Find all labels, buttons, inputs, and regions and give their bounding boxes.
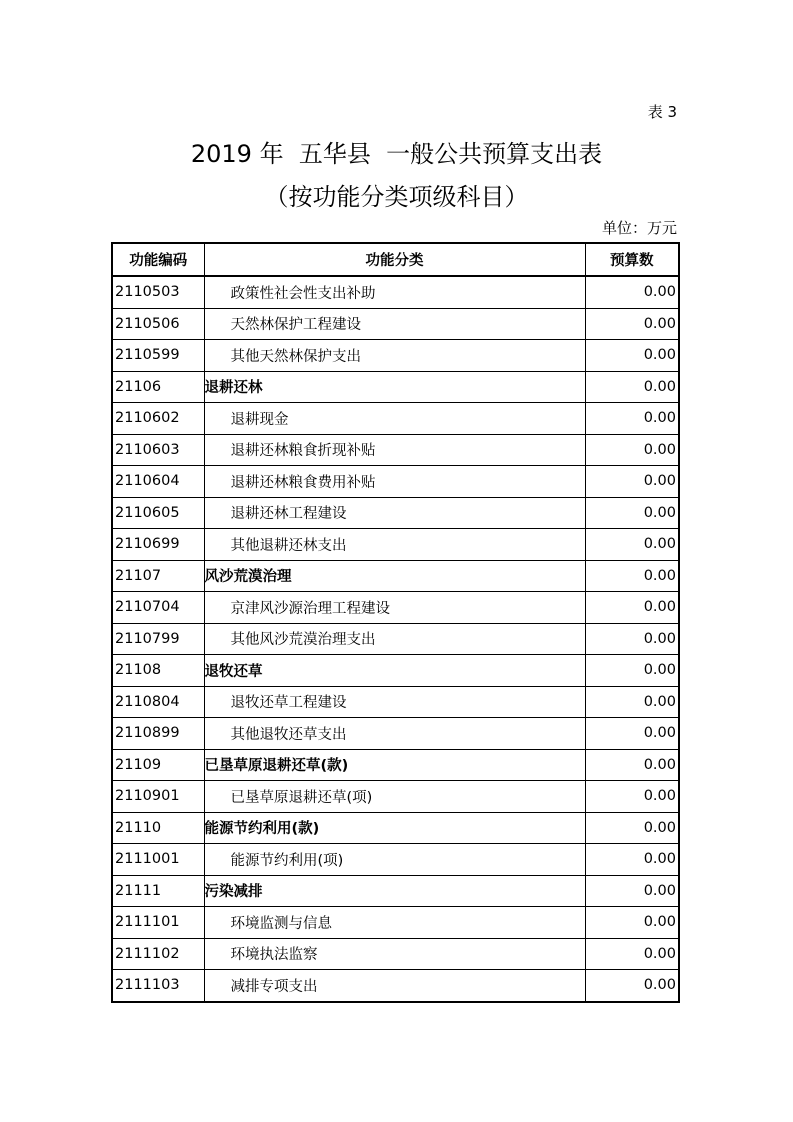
table-row: [112, 371, 679, 403]
function-code-cell: 2110599: [112, 340, 204, 372]
function-category-cell: 天然林保护工程建设: [204, 308, 585, 340]
function-category-cell: 污染减排: [204, 875, 585, 907]
function-category-cell: 政策性社会性支出补助: [204, 276, 585, 308]
function-category-cell: 能源节约利用(项): [204, 844, 585, 876]
table-row: [112, 686, 679, 718]
budget-amount-cell: 0.00: [585, 623, 679, 655]
function-code-cell: 21110: [112, 812, 204, 844]
budget-amount-cell: 0.00: [585, 276, 679, 308]
budget-amount-cell: 0.00: [585, 529, 679, 561]
table-row: [112, 403, 679, 435]
table-header: [112, 243, 679, 276]
table-row: [112, 308, 679, 340]
table-number: 表 3: [647, 103, 677, 121]
budget-amount-cell: 0.00: [585, 844, 679, 876]
function-category-cell: 退耕现金: [204, 403, 585, 435]
function-code-cell: 2110605: [112, 497, 204, 529]
table-row: [112, 781, 679, 813]
function-code-cell: 2110503: [112, 276, 204, 308]
table-row: [112, 529, 679, 561]
function-category-cell: 退耕还林粮食折现补贴: [204, 434, 585, 466]
table-row: [112, 466, 679, 498]
function-code-cell: 2110604: [112, 466, 204, 498]
budget-amount-cell: 0.00: [585, 466, 679, 498]
function-code-cell: 2111102: [112, 938, 204, 970]
function-category-cell: 已垦草原退耕还草(款): [204, 749, 585, 781]
function-code-cell: 2110603: [112, 434, 204, 466]
function-code-cell: 2110699: [112, 529, 204, 561]
budget-amount-cell: 0.00: [585, 718, 679, 750]
function-code-cell: 21109: [112, 749, 204, 781]
function-code-cell: 2110704: [112, 592, 204, 624]
page-title: 2019 年 五华县 一般公共预算支出表: [190, 140, 603, 168]
function-code-cell: 2110901: [112, 781, 204, 813]
function-category-cell: 京津风沙源治理工程建设: [204, 592, 585, 624]
budget-amount-cell: 0.00: [585, 938, 679, 970]
function-code-cell: 21107: [112, 560, 204, 592]
budget-amount-cell: 0.00: [585, 371, 679, 403]
function-code-cell: 2110506: [112, 308, 204, 340]
budget-amount-cell: 0.00: [585, 749, 679, 781]
function-code-cell: 21111: [112, 875, 204, 907]
header-category: 功能分类: [204, 243, 585, 276]
function-code-cell: 2110799: [112, 623, 204, 655]
table-row: [112, 970, 679, 1002]
function-category-cell: 其他天然林保护支出: [204, 340, 585, 372]
budget-amount-cell: 0.00: [585, 875, 679, 907]
function-category-cell: 退耕还林工程建设: [204, 497, 585, 529]
table-body: [112, 276, 679, 1002]
budget-amount-cell: 0.00: [585, 434, 679, 466]
function-code-cell: 21106: [112, 371, 204, 403]
function-code-cell: 2110899: [112, 718, 204, 750]
header-code: 功能编码: [112, 243, 204, 276]
function-category-cell: 能源节约利用(款): [204, 812, 585, 844]
table-row: [112, 718, 679, 750]
function-code-cell: 2110602: [112, 403, 204, 435]
table-row: [112, 497, 679, 529]
header-amount: 预算数: [585, 243, 679, 276]
function-category-cell: 其他风沙荒漠治理支出: [204, 623, 585, 655]
budget-amount-cell: 0.00: [585, 686, 679, 718]
budget-amount-cell: 0.00: [585, 308, 679, 340]
header-row: [112, 243, 679, 276]
function-category-cell: 退牧还草工程建设: [204, 686, 585, 718]
budget-amount-cell: 0.00: [585, 970, 679, 1002]
function-category-cell: 环境执法监察: [204, 938, 585, 970]
table-row: [112, 276, 679, 308]
function-category-cell: 已垦草原退耕还草(项): [204, 781, 585, 813]
function-category-cell: 环境监测与信息: [204, 907, 585, 939]
table-row: [112, 749, 679, 781]
function-category-cell: 风沙荒漠治理: [204, 560, 585, 592]
table-row: [112, 875, 679, 907]
table-row: [112, 812, 679, 844]
function-category-cell: 其他退牧还草支出: [204, 718, 585, 750]
table-row: [112, 340, 679, 372]
function-category-cell: 退耕还林: [204, 371, 585, 403]
budget-amount-cell: 0.00: [585, 497, 679, 529]
unit-label: 单位：万元: [601, 219, 677, 237]
budget-amount-cell: 0.00: [585, 781, 679, 813]
table-row: [112, 434, 679, 466]
budget-amount-cell: 0.00: [585, 403, 679, 435]
table-row: [112, 655, 679, 687]
budget-table: [111, 242, 680, 1003]
function-code-cell: 2110804: [112, 686, 204, 718]
table-row: [112, 844, 679, 876]
function-category-cell: 退牧还草: [204, 655, 585, 687]
function-code-cell: 2111103: [112, 970, 204, 1002]
table-row: [112, 907, 679, 939]
function-category-cell: 其他退耕还林支出: [204, 529, 585, 561]
table-row: [112, 623, 679, 655]
budget-amount-cell: 0.00: [585, 812, 679, 844]
budget-amount-cell: 0.00: [585, 340, 679, 372]
function-code-cell: 2111101: [112, 907, 204, 939]
table-row: [112, 592, 679, 624]
page-subtitle: （按功能分类项级科目）: [264, 183, 529, 211]
budget-amount-cell: 0.00: [585, 655, 679, 687]
budget-amount-cell: 0.00: [585, 907, 679, 939]
function-code-cell: 2111001: [112, 844, 204, 876]
function-category-cell: 减排专项支出: [204, 970, 585, 1002]
function-category-cell: 退耕还林粮食费用补贴: [204, 466, 585, 498]
budget-amount-cell: 0.00: [585, 592, 679, 624]
table-row: [112, 560, 679, 592]
function-code-cell: 21108: [112, 655, 204, 687]
budget-amount-cell: 0.00: [585, 560, 679, 592]
table-row: [112, 938, 679, 970]
